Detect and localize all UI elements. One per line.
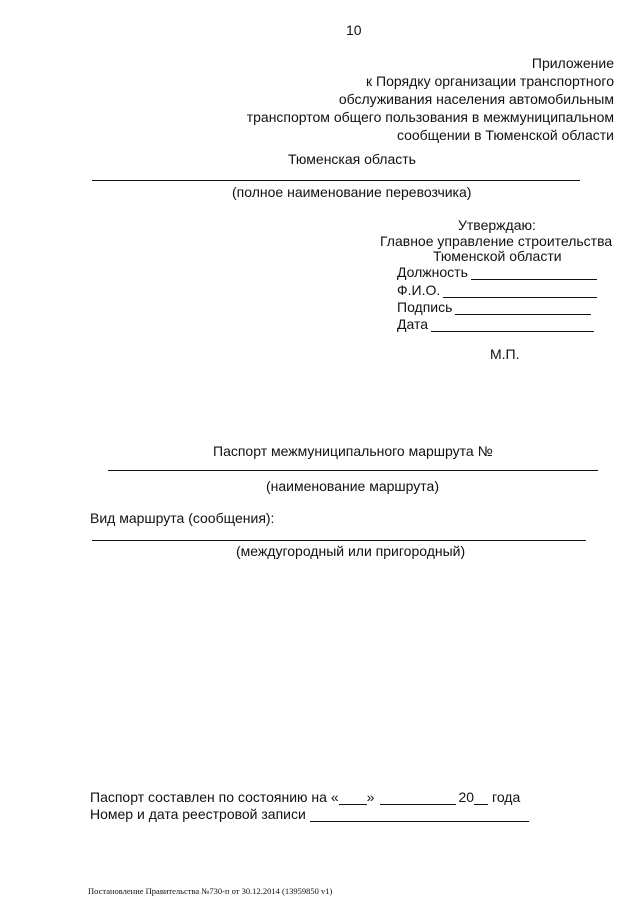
route-kind-line: [92, 540, 586, 541]
route-kind-caption: (междугородный или пригородный): [236, 543, 466, 559]
signature-label: Подпись: [397, 299, 453, 315]
name-label: Ф.И.О.: [397, 282, 441, 298]
position-field: [397, 263, 597, 280]
carrier-caption: (полное наименование перевозчика): [232, 184, 472, 200]
carrier-region: Тюменская область: [288, 151, 416, 167]
state-month-blank: [380, 792, 456, 805]
date-blank: [431, 319, 594, 332]
date-field: [397, 315, 594, 332]
approval-org-line: Тюменской области: [433, 248, 562, 264]
date-label: Дата: [397, 316, 429, 332]
approval-heading: Утверждаю:: [458, 217, 536, 233]
appendix-line: транспортом общего пользования в межмуниципальном: [246, 109, 614, 125]
signature-field: [397, 298, 591, 315]
appendix-line: Приложение: [531, 55, 614, 71]
approval-org-line: Главное управление строительства: [380, 233, 613, 249]
registry-blank: [310, 809, 529, 822]
appendix-header: [247, 54, 614, 144]
route-caption: (наименование маршрута): [266, 478, 439, 494]
name-blank: [443, 285, 597, 298]
state-year-blank: [474, 792, 488, 805]
carrier-name-line: [92, 180, 580, 181]
page-number: 10: [346, 22, 362, 38]
route-name-line: [108, 470, 598, 471]
stamp-label: М.П.: [490, 346, 520, 362]
document-footer: Постановление Правительства №730-п от 30.12.2014 (13959850 v1): [88, 886, 333, 896]
state-date-label: Паспорт составлен по состоянию на «: [90, 789, 339, 805]
route-kind-label: Вид маршрута (сообщения):: [90, 510, 275, 526]
passport-title: Паспорт межмуниципального маршрута №: [213, 443, 493, 459]
appendix-line: к Порядку организации транспортного: [366, 73, 614, 89]
name-field: [397, 281, 597, 298]
position-blank: [471, 267, 597, 280]
registry-row: [90, 806, 529, 822]
state-day-blank: [339, 792, 367, 805]
signature-blank: [455, 302, 591, 315]
state-year-prefix: 20: [458, 789, 475, 805]
appendix-line: обслуживания населения автомобильным: [338, 91, 614, 107]
state-quote-close: »: [366, 789, 375, 805]
appendix-line: сообщении в Тюменской области: [396, 127, 614, 143]
state-date-row: [90, 789, 520, 805]
registry-label: Номер и дата реестровой записи: [90, 806, 306, 822]
position-label: Должность: [397, 264, 468, 280]
state-year-suffix: года: [492, 789, 521, 805]
